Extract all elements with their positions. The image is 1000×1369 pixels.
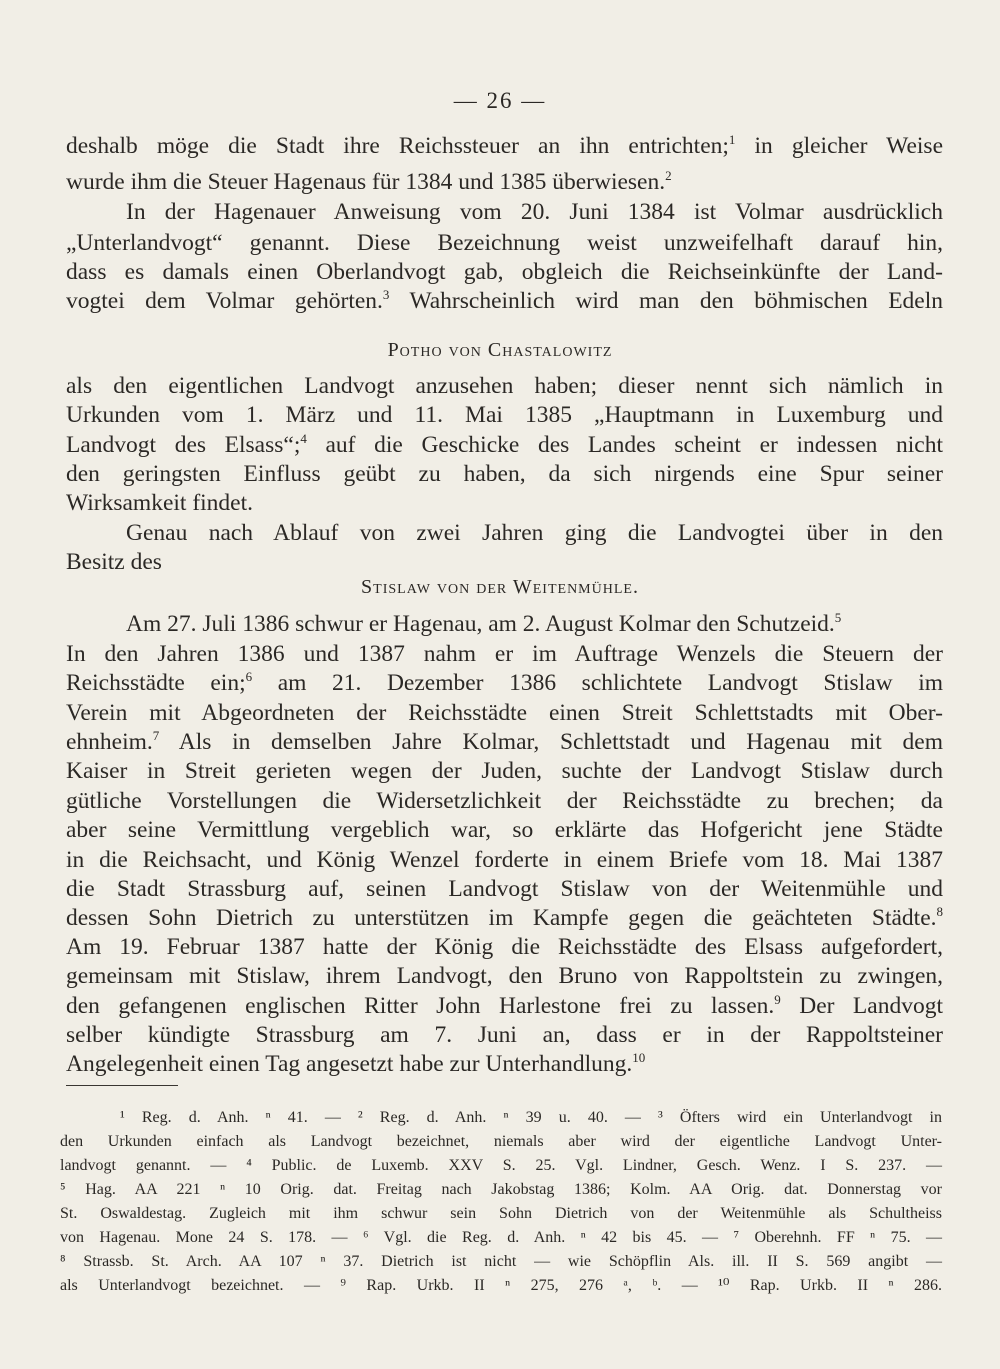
- body-line: Landvogt des Elsass“;$^4$ auf die Geschicke des Landes scheint er indessen nicht: [66, 431, 943, 458]
- footnote-line: St. Oswaldestag. Zugleich mit ihm schwur sein Sohn Dietrich von der Weitenmühle als Schultheiss: [60, 1205, 942, 1222]
- body-line: „Unterlandvogt“ genannt. Diese Bezeichnung weist unzweifelhaft darauf hin,: [66, 230, 943, 256]
- section-heading: Potho von Chastalowitz: [387, 339, 613, 361]
- body-line: Verein mit Abgeordneten der Reichsstädte einen Streit Schlettstadts mit Ober-: [66, 700, 943, 726]
- body-line: deshalb möge die Stadt ihre Reichssteuer an ihn entrichten;$^1$ in gleicher Weise: [66, 132, 943, 159]
- body-line: Urkunden vom 1. März und 11. Mai 1385 „Hauptmann in Luxemburg und: [66, 402, 943, 428]
- footnote-ref: 9: [774, 992, 781, 1008]
- body-line: Wirksamkeit findet.: [66, 490, 254, 516]
- footnote-line: ⁸ Strassb. St. Arch. AA 107 ⁿ 37. Dietrich ist nicht — wie Schöpflin Als. ill. II S. 569 angibt —: [60, 1253, 942, 1270]
- footnote-ref: 1: [728, 132, 736, 148]
- body-line: Genau nach Ablauf von zwei Jahren ging die Landvogtei über in den: [126, 520, 943, 546]
- body-line: Am 19. Februar 1387 hatte der König die Reichsstädte des Elsass aufgefordert,: [66, 934, 943, 960]
- body-line: Besitz des: [66, 549, 162, 575]
- footnote-ref: 3: [382, 287, 390, 303]
- body-line: dass es damals einen Oberlandvogt gab, obgleich die Reichseinkünfte der Land-: [66, 259, 943, 285]
- body-line: in die Reichsacht, und König Wenzel forderte in einem Briefe vom 18. Mai 1387: [66, 847, 943, 873]
- footnote-line: ¹ Reg. d. Anh. ⁿ 41. — ² Reg. d. Anh. ⁿ 39 u. 40. — ³ Öfters wird ein Unterlandvogt in: [120, 1109, 942, 1126]
- footnote-ref: 10: [632, 1050, 646, 1066]
- footnote-line: landvogt genannt. — ⁴ Public. de Luxemb. XXV S. 25. Vgl. Lindner, Gesch. Wenz. I S. 237. —: [60, 1157, 942, 1174]
- footnote-ref: 2: [665, 168, 672, 184]
- body-line: die Stadt Strassburg auf, seinen Landvogt Stislaw von der Weitenmühle und: [66, 876, 943, 902]
- page-number: — 26 —: [453, 88, 547, 113]
- body-line: Kaiser in Streit gerieten wegen der Juden, suchte der Landvogt Stislaw durch: [66, 758, 943, 784]
- footnote-line: als Unterlandvogt bezeichnet. — ⁹ Rap. Urkb. II ⁿ 275, 276 ᵃ, ᵇ. — ¹⁰ Rap. Urkb. II ⁿ 286.: [60, 1277, 942, 1294]
- section-heading: Stislaw von der Weitenmühle.: [361, 576, 639, 598]
- body-line: aber seine Vermittlung vergeblich war, so erklärte das Hofgericht jene Städte: [66, 817, 943, 843]
- body-line: den gefangenen englischen Ritter John Harlestone frei zu lassen.$^9$ Der Landvogt: [66, 992, 943, 1019]
- footnote-line: von Hagenau. Mone 24 S. 178. — ⁶ Vgl. die Reg. d. Anh. ⁿ 42 bis 45. — ⁷ Oberehnh. FF ⁿ 75. —: [60, 1229, 942, 1246]
- body-line: vogtei dem Volmar gehörten.$^3$ Wahrscheinlich wird man den böhmischen Edeln: [66, 287, 944, 314]
- body-line: gemeinsam mit Stislaw, ihrem Landvogt, den Bruno von Rappoltstein zu zwingen,: [66, 963, 943, 989]
- footnote-separator: [66, 1085, 178, 1086]
- body-line: ehnheim.$^7$ Als in demselben Jahre Kolmar, Schlettstadt und Hagenau mit dem: [66, 728, 943, 755]
- body-line: den geringsten Einfluss geübt zu haben, da sich nirgends eine Spur seiner: [66, 461, 943, 487]
- body-line: als den eigentlichen Landvogt anzusehen haben; dieser nennt sich nämlich in: [66, 373, 943, 399]
- footnote-line: den Urkunden einfach als Landvogt bezeichnet, niemals aber wird der eigentliche Landvogt Unter-: [60, 1133, 942, 1150]
- footnote-ref: 7: [152, 728, 160, 744]
- body-line: In den Jahren 1386 und 1387 nahm er im Auftrage Wenzels die Steuern der: [66, 641, 943, 667]
- body-line: dessen Sohn Dietrich zu unterstützen im Kampfe gegen die geächteten Städte.$^8$: [66, 904, 943, 931]
- body-line: wurde ihm die Steuer Hagenaus für 1384 und 1385 überwiesen.$^2$: [66, 168, 672, 195]
- body-line: Angelegenheit einen Tag angesetzt habe zur Unterhandlung.$^{10}$: [66, 1050, 646, 1077]
- footnote-ref: 8: [936, 904, 943, 920]
- body-line: gütliche Vorstellungen die Widersetzlichkeit der Reichsstädte zu brechen; da: [66, 788, 943, 814]
- body-line: In der Hagenauer Anweisung vom 20. Juni 1384 ist Volmar ausdrücklich: [126, 199, 943, 225]
- footnote-ref: 4: [300, 431, 307, 447]
- footnote-line: ⁵ Hag. AA 221 ⁿ 10 Orig. dat. Freitag nach Jakobstag 1386; Kolm. AA Orig. dat. Donnerstag vor: [60, 1181, 942, 1198]
- body-line: Am 27. Juli 1386 schwur er Hagenau, am 2. August Kolmar den Schutzeid.$^5$: [126, 610, 842, 637]
- footnote-ref: 5: [834, 610, 842, 626]
- body-line: Reichsstädte ein;$^6$ am 21. Dezember 1386 schlichtete Landvogt Stislaw im: [66, 669, 944, 696]
- body-line: selber kündigte Strassburg am 7. Juni an, dass er in der Rappoltsteiner: [66, 1022, 943, 1048]
- footnote-ref: 6: [245, 669, 253, 685]
